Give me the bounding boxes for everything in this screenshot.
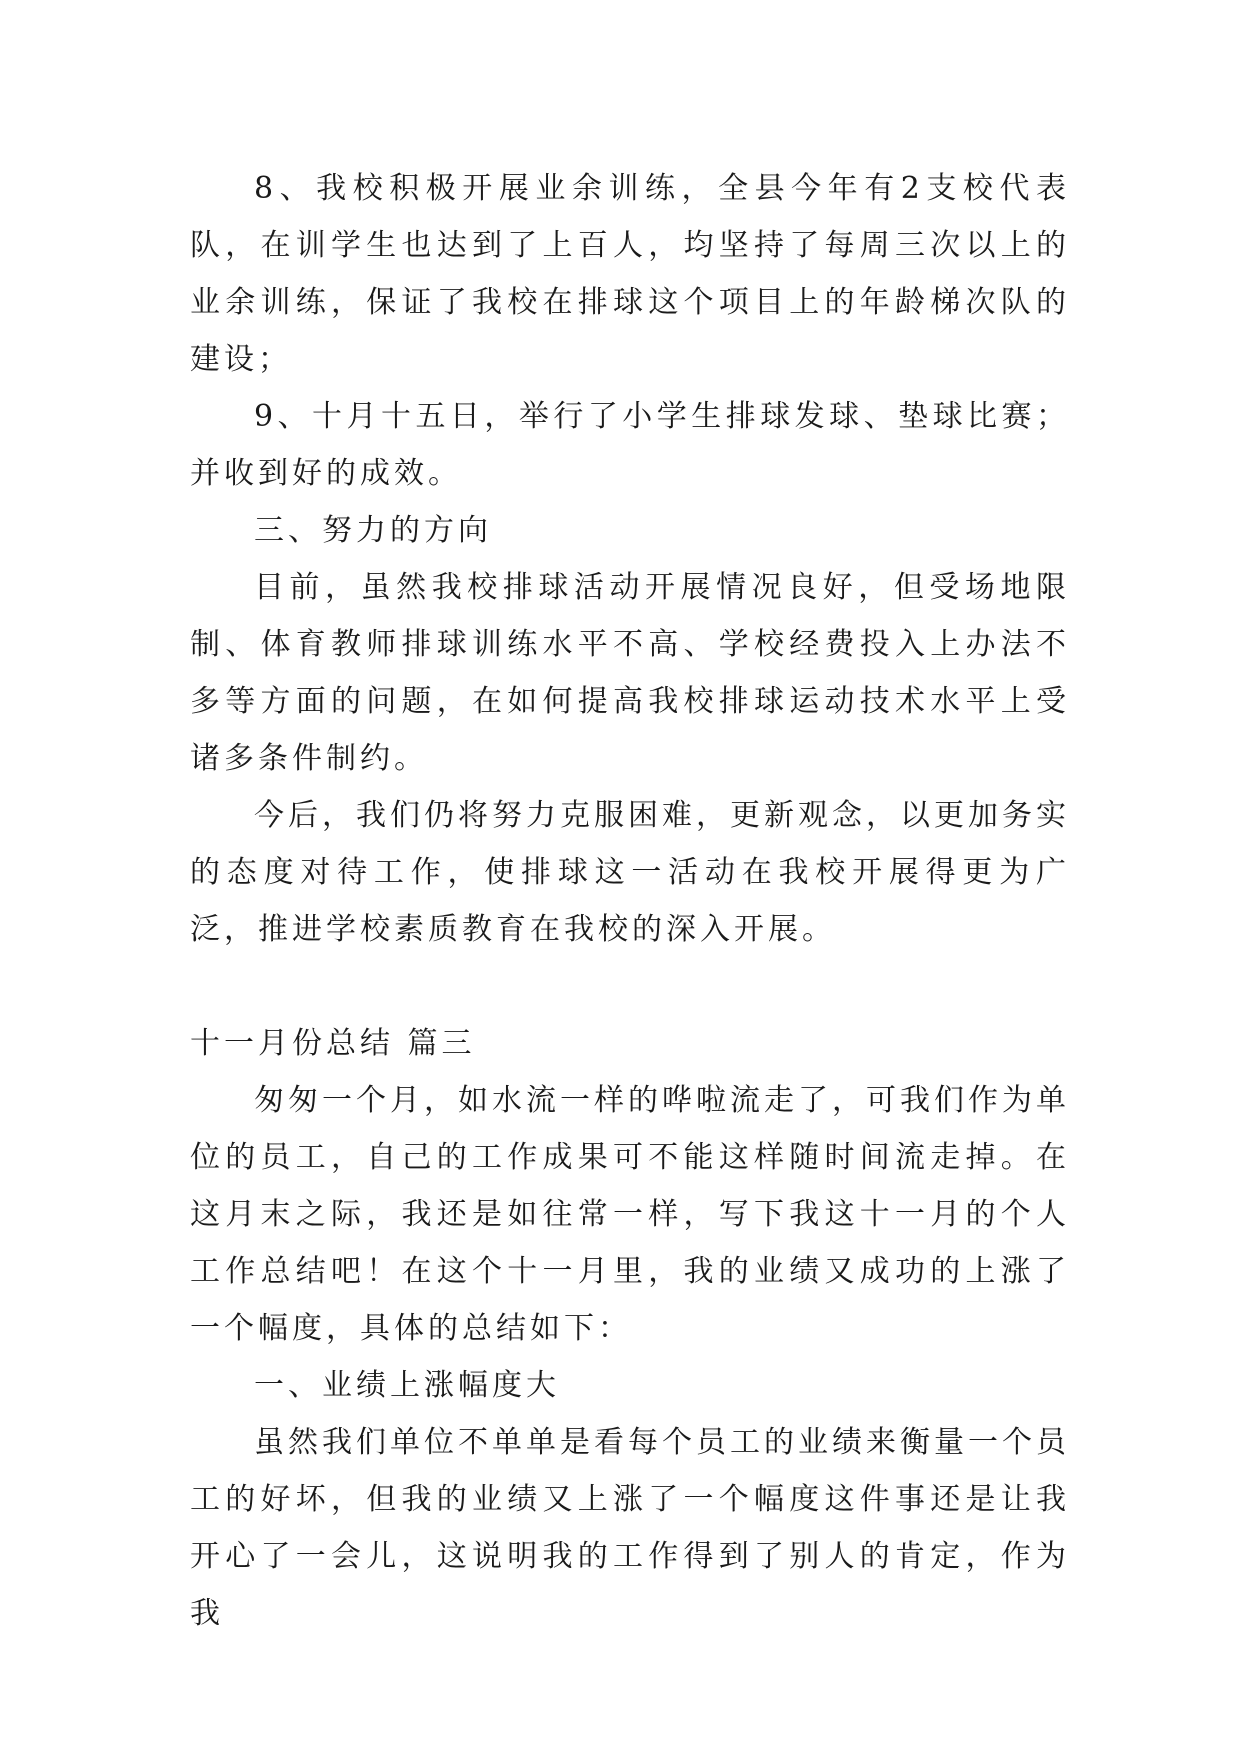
document-body — [190, 160, 1070, 1642]
heading-performance: 一、业绩上涨幅度大 — [254, 1368, 560, 1403]
paragraph-monthly-intro: 匆匆一个月，如水流一样的哗啦流走了，可我们作为单位的员工，自己的工作成果可不能这样随时间流走掉。在这月末之际，我还是如往常一样，写下我这十一月的个人工作总结吧！在这个十一月里，我的业绩又成功的上涨了一个幅度，具体的总结如下： — [190, 1083, 1070, 1346]
paragraph-performance: 虽然我们单位不单单是看每个员工的业绩来衡量一个员工的好坏，但我的业绩又上涨了一个幅度这件事还是让我开心了一会儿，这说明我的工作得到了别人的肯定，作为我 — [190, 1425, 1070, 1631]
heading-direction: 三、努力的方向 — [254, 513, 492, 548]
paragraph-future-plan: 今后，我们仍将努力克服困难，更新观念，以更加务实的态度对待工作，使排球这一活动在我校开展得更为广泛，推进学校素质教育在我校的深入开展。 — [190, 798, 1070, 947]
paragraph-current-status: 目前，虽然我校排球活动开展情况良好，但受场地限制、体育教师排球训练水平不高、学校经费投入上办法不多等方面的问题，在如何提高我校排球运动技术水平上受诸多条件制约。 — [190, 570, 1070, 776]
paragraph-competition: 9、十月十五日，举行了小学生排球发球、垫球比赛；并收到好的成效。 — [190, 399, 1070, 491]
paragraph-training: 8、我校积极开展业余训练，全县今年有2支校代表队，在训学生也达到了上百人，均坚持了每周三次以上的业余训练，保证了我校在排球这个项目上的年龄梯次队的建设； — [190, 171, 1070, 377]
section-title: 十一月份总结 篇三 — [190, 1026, 476, 1061]
